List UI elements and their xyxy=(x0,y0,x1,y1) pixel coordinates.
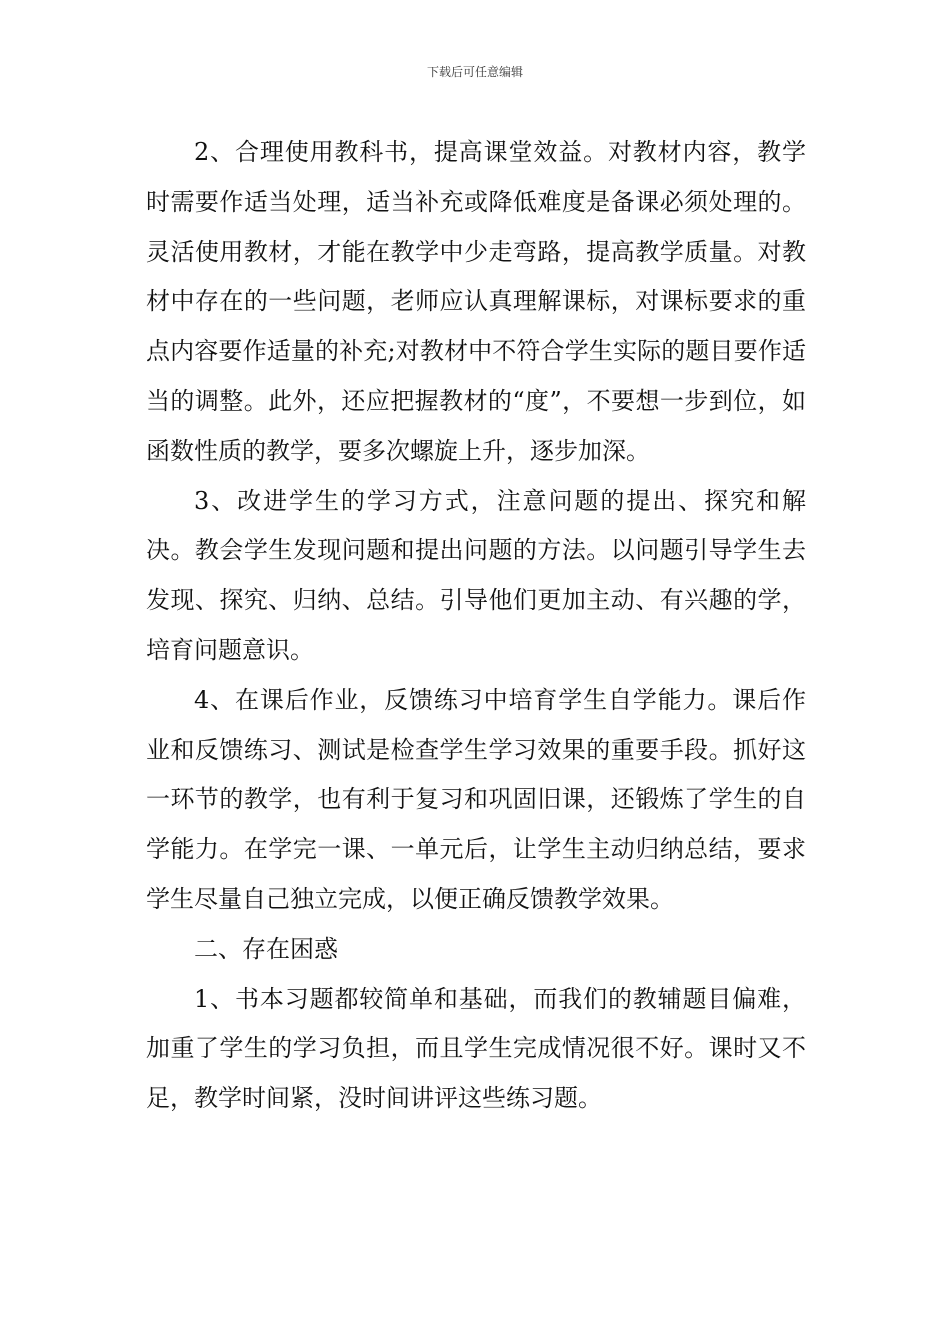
paragraph-homework-feedback: 4、在课后作业，反馈练习中培育学生自学能力。课后作业和反馈练习、测试是检查学生学习效果的重要手段。抓好这一环节的教学，也有利于复习和巩固旧课，还锻炼了学生的自学能力。在学完一课、一单元后，让学生主动归纳总结，要求学生尽量自己独立完成，以便正确反馈教学效果。 xyxy=(146,685,806,913)
paragraph-textbook-use: 2、合理使用教科书，提高课堂效益。对教材内容，教学时需要作适当处理，适当补充或降低难度是备课必须处理的。灵活使用教材，才能在教学中少走弯路，提高教学质量。对教材中存在的一些问题，老师应认真理解课标，对课标要求的重点内容要作适量的补充;对教材中不符合学生实际的题目要作适当的调整。此外，还应把握教材的“度”，不要想一步到位，如函数性质的教学，要多次螺旋上升，逐步加深。 xyxy=(146,138,806,465)
section-heading-difficulties: 二、存在困惑 xyxy=(194,934,338,963)
paragraph-exercise-difficulty: 1、书本习题都较简单和基础，而我们的教辅题目偏难，加重了学生的学习负担，而且学生完成情况很不好。课时又不足，教学时间紧，没时间讲评这些练习题。 xyxy=(146,984,806,1113)
document-body xyxy=(146,128,806,1124)
page-header: 下载后可任意编辑 xyxy=(426,65,523,79)
paragraph-learning-method: 3、改进学生的学习方式，注意问题的提出、探究和解决。教会学生发现问题和提出问题的方法。以问题引导学生去发现、探究、归纳、总结。引导他们更加主动、有兴趣的学，培育问题意识。 xyxy=(146,486,806,664)
